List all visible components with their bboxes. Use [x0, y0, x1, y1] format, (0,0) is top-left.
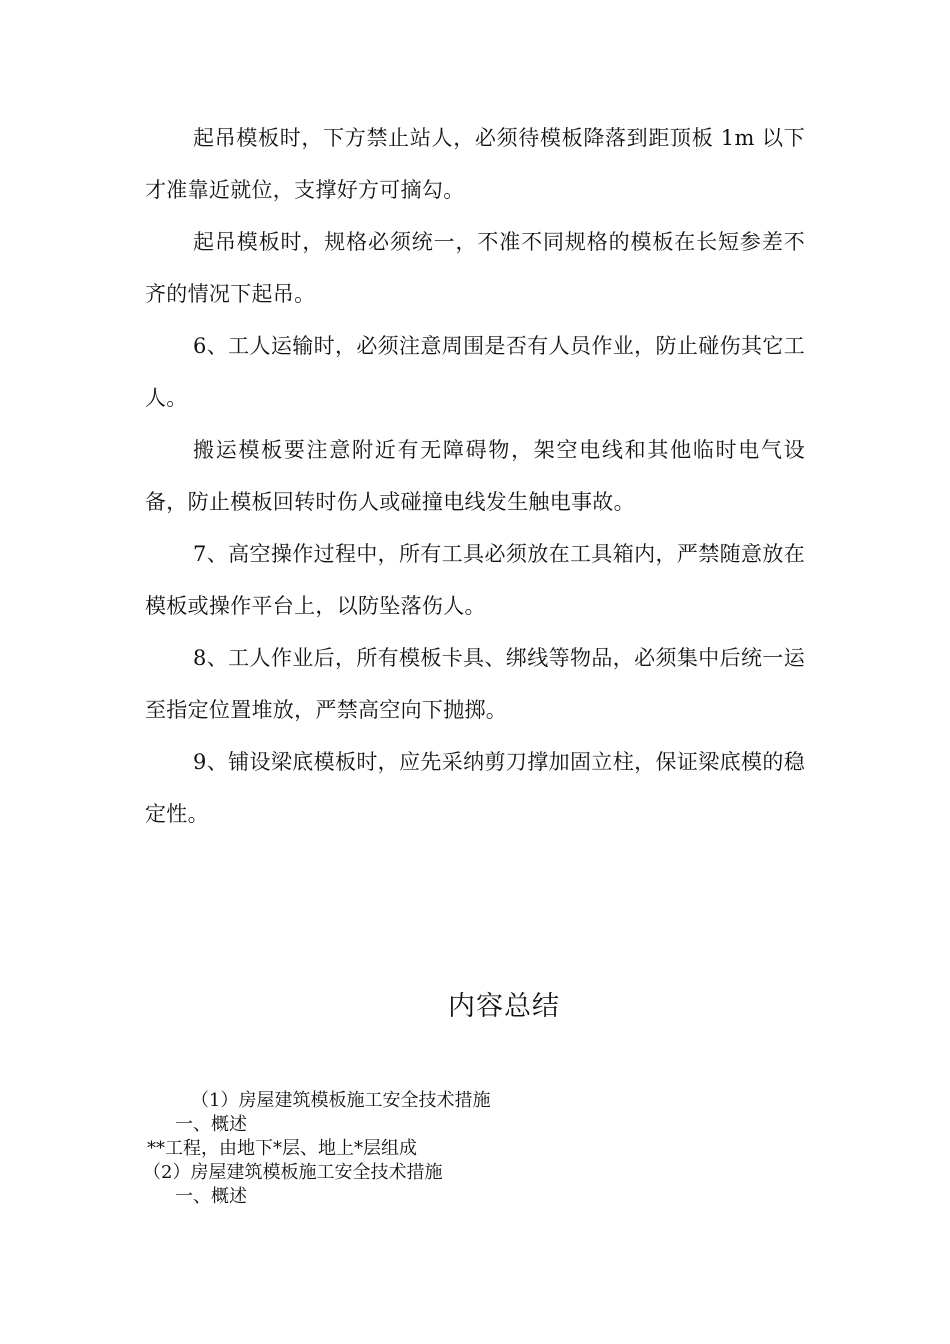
- summary-line: 一、概述: [175, 1186, 247, 1207]
- paragraph-item-8: 8、工人作业后，所有模板卡具、绑线等物品，必须集中后统一运至指定位置堆放，严禁高空向下抛掷。: [145, 646, 805, 722]
- summary-line: **工程，由地下*层、地上*层组成: [147, 1138, 417, 1159]
- paragraph-carrying: 搬运模板要注意附近有无障碍物，架空电线和其他临时电气设备，防止模板回转时伤人或碰撞电线发生触电事故。: [145, 438, 805, 514]
- paragraph-lifting-safety: 起吊模板时，下方禁止站人，必须待模板降落到距顶板 1m 以下才准靠近就位，支撑好方可摘勾。: [145, 126, 805, 202]
- paragraph-item-7: 7、高空操作过程中，所有工具必须放在工具箱内，严禁随意放在模板或操作平台上，以防坠落伤人。: [145, 542, 805, 618]
- summary-list: [143, 1089, 787, 1209]
- paragraph-item-6: 6、工人运输时，必须注意周围是否有人员作业，防止碰伤其它工人。: [145, 334, 805, 410]
- document-body: [145, 112, 805, 840]
- summary-line: （2）房屋建筑模板施工安全技术措施: [143, 1162, 443, 1183]
- summary-line: （1）房屋建筑模板施工安全技术措施: [191, 1090, 491, 1111]
- summary-title: 内容总结: [448, 991, 560, 1022]
- summary-line: 一、概述: [175, 1114, 247, 1135]
- paragraph-item-9: 9、铺设梁底模板时，应先采纳剪刀撑加固立柱，保证梁底模的稳定性。: [145, 750, 805, 826]
- paragraph-lifting-specs: 起吊模板时，规格必须统一，不准不同规格的模板在长短参差不齐的情况下起吊。: [145, 230, 805, 306]
